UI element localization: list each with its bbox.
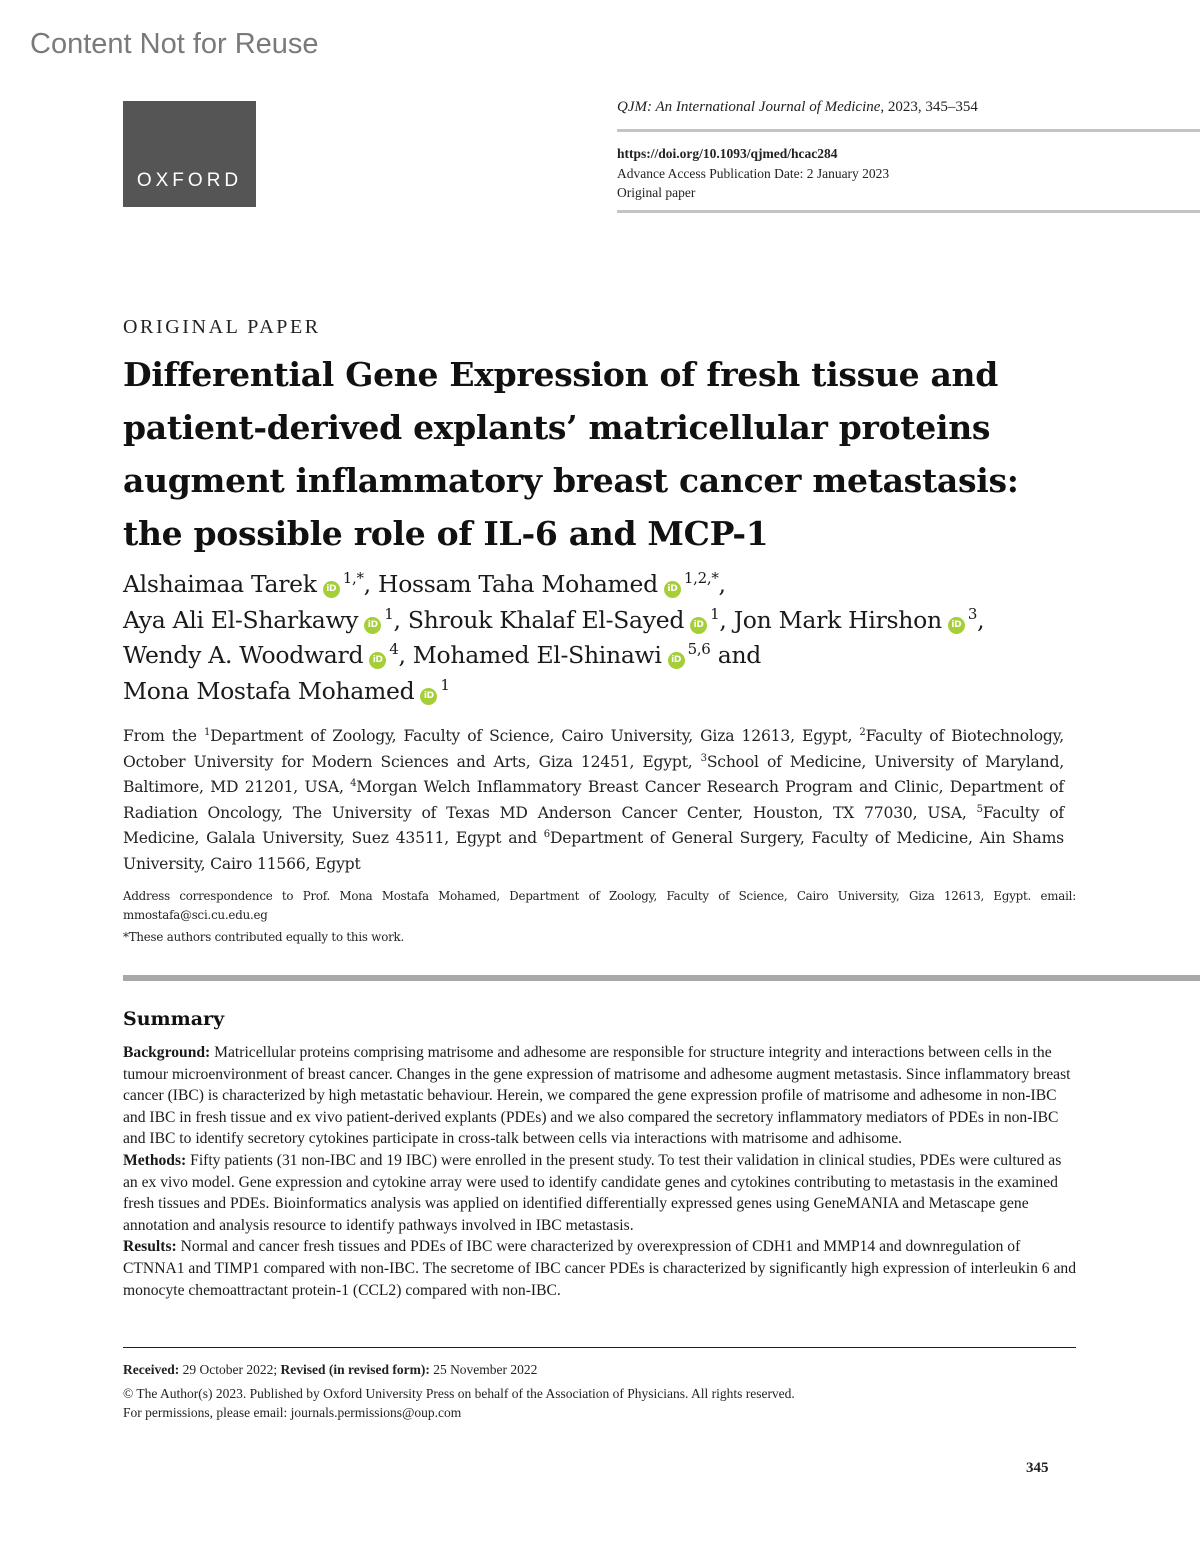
author-name: Aya Ali El-Sharkawy (123, 605, 359, 634)
author-name: Alshaimaa Tarek (123, 570, 317, 598)
oxford-logo (123, 101, 256, 207)
orcid-icon[interactable]: iD (364, 617, 381, 634)
author-affil: 5,6 (687, 640, 711, 658)
author-3 (123, 606, 408, 634)
copyright-block (123, 1385, 795, 1422)
orcid-icon[interactable]: iD (420, 688, 437, 705)
summary-results (123, 1236, 1078, 1301)
affil-text: School of Medicine, University of Maryland, Baltimore, MD 21201, USA, (123, 752, 1064, 796)
affil-num: 3 (700, 752, 707, 764)
author-sep: , (363, 570, 378, 598)
author-affil: 3 (967, 604, 978, 623)
header-divider (617, 129, 1200, 132)
permissions-line: For permissions, please email: journals.permissions@oup.com (123, 1404, 462, 1420)
equal-contribution-note: *These authors contributed equally to this work. (123, 930, 405, 944)
article-history (123, 1362, 537, 1378)
author-sep: , (718, 570, 726, 598)
background-label: Background: (123, 1044, 211, 1061)
article-meta (617, 144, 889, 203)
affil-num: 5 (976, 803, 983, 815)
author-name: Shrouk Khalaf El-Sayed (407, 605, 685, 634)
author-name: Mona Mostafa Mohamed (123, 676, 415, 705)
affil-num: 6 (543, 829, 550, 840)
page-number: 345 (1026, 1460, 1049, 1476)
affil-text: Faculty of Biotechnology, October University for Modern Sciences and Arts, Giza 12451, Egypt, (123, 727, 1064, 771)
affiliations (123, 724, 1064, 877)
author-affil: 1 (710, 604, 720, 623)
affil-text: Department of Zoology, Faculty of Science, Cairo University, Giza 12613, Egypt, (210, 727, 860, 745)
received-date: 29 October 2022; (179, 1362, 281, 1377)
affil-num: 1 (203, 727, 211, 738)
author-affil: 1 (384, 604, 394, 623)
affil-num: 4 (350, 778, 357, 789)
footer-divider (123, 1347, 1076, 1348)
affil-text: Faculty of Medicine, Galala University, Suez 43511, Egypt and (123, 803, 1064, 847)
orcid-icon[interactable]: iD (369, 652, 386, 669)
author-sep: and (710, 641, 762, 669)
background-text: Matricellular proteins comprising matrisome and adhesome are responsible for structure integrity and interactions between cells in the tumour microenvironment of breast cancer. Changes in the gene expression of matrisome and adhesome augment metastasis. Since inflammatory breast cancer (IBC) is characterized by high metastatic behaviour. Herein, we compared the gene expression profile of matrisome and adhesome in non-IBC and IBC in fresh tissue and ex vivo patient-derived explants (PDEs) and we also compared the secretory inflammatory mediators of PDEs in non-IBC and IBC to identify secretory cytokines participate in cross-talk between cells via interactions with matrisome and adhisome. (123, 1044, 1071, 1148)
author-name: Wendy A. Woodward (123, 641, 364, 669)
orcid-icon[interactable]: iD (664, 581, 681, 598)
author-affil: 1,* (342, 569, 364, 587)
section-kicker: ORIGINAL PAPER (123, 316, 321, 338)
summary-body (123, 1042, 1078, 1301)
orcid-icon[interactable]: iD (668, 652, 685, 669)
doi-link[interactable]: https://doi.org/10.1093/qjmed/hcac284 (617, 146, 838, 161)
copyright-line: © The Author(s) 2023. Published by Oxford University Press on behalf of the Association of Physicians. All rights reserved. (123, 1386, 795, 1401)
methods-text: Fifty patients (31 non-IBC and 19 IBC) were enrolled in the present study. To test their validation in clinical studies, PDEs were cultured as an ex vivo model. Gene expression and cytokine array were used to identify candidate genes and cytokines contributing to metastasis in the examined fresh tissues and PDEs. Bioinformatics analysis was applied on identified differentially expressed genes using GeneMANIA and Metascape gene annotation and analysis resource to identify pathways involved in IBC metastasis. (123, 1151, 1062, 1234)
author-name: Jon Mark Hirshon (733, 605, 942, 634)
summary-heading: Summary (123, 1008, 225, 1030)
received-label: Received: (123, 1362, 180, 1377)
author-list (123, 567, 1083, 709)
affil-num: 2 (859, 727, 866, 738)
watermark: Content Not for Reuse (30, 28, 319, 60)
orcid-icon[interactable]: iD (948, 617, 965, 634)
summary-background (123, 1042, 1078, 1150)
author-name: Hossam Taha Mohamed (378, 570, 658, 598)
author-1 (123, 570, 378, 598)
methods-label: Methods: (123, 1151, 187, 1169)
author-2 (378, 570, 726, 598)
article-type: Original paper (617, 185, 696, 200)
author-4 (408, 606, 734, 634)
article-title: Differential Gene Expression of fresh tissue and patient-derived explants’ matricellular proteins augment inflammatory breast cancer metastasis: the possible role of IL-6 and MCP-1 (123, 355, 1019, 553)
logo-text: OXFORD (136, 170, 243, 191)
author-affil: 4 (389, 640, 399, 658)
advance-access-date: Advance Access Publication Date: 2 January 2023 (617, 165, 890, 181)
author-6 (123, 641, 413, 669)
orcid-icon[interactable]: iD (690, 617, 707, 634)
journal-name: QJM: An International Journal of Medicine (617, 99, 881, 115)
orcid-icon[interactable]: iD (323, 581, 340, 598)
author-sep: , (398, 641, 413, 669)
author-affil: 1 (440, 675, 450, 694)
author-8 (123, 677, 450, 705)
revised-label: Revised (in revised form): (280, 1362, 430, 1377)
summary-divider (123, 975, 1200, 981)
summary-methods (123, 1150, 1078, 1236)
author-5 (734, 606, 985, 634)
author-sep: , (393, 605, 408, 634)
revised-date: 25 November 2022 (429, 1362, 538, 1377)
author-sep: , (719, 605, 734, 634)
affil-text: Department of General Surgery, Faculty of Medicine, Ain Shams University, Cairo 11566, Egypt (123, 829, 1064, 873)
author-name: Mohamed El-Shinawi (412, 641, 662, 669)
affil-prefix: From the (123, 727, 204, 745)
meta-divider (617, 210, 1200, 213)
author-7 (413, 641, 761, 669)
results-text: Normal and cancer fresh tissues and PDEs of IBC were characterized by overexpression of CDH1 and MMP14 and downregulation of CTNNA1 and TIMP1 compared with non-IBC. The secretome of IBC cancer PDEs is characterized by significantly high expression of interleukin 6 and monocyte chemoattractant protein-1 (CCL2) compared with non-IBC. (123, 1238, 1077, 1299)
journal-year-pages: , 2023, 345–354 (880, 99, 978, 115)
author-sep: , (977, 605, 985, 634)
results-label: Results: (123, 1238, 177, 1256)
journal-citation (617, 99, 978, 116)
author-affil: 1,2,* (683, 569, 719, 587)
affil-text: Morgan Welch Inflammatory Breast Cancer Research Program and Clinic, Department of Radiation Oncology, The University of Texas MD Anderson Cancer Center, Houston, TX 77030, USA, (123, 778, 1064, 822)
correspondence-note: Address correspondence to Prof. Mona Mostafa Mohamed, Department of Zoology, Faculty of Science, Cairo University, Giza 12613, Egypt. email: mmostafa@sci.cu.edu.eg (123, 889, 1076, 922)
